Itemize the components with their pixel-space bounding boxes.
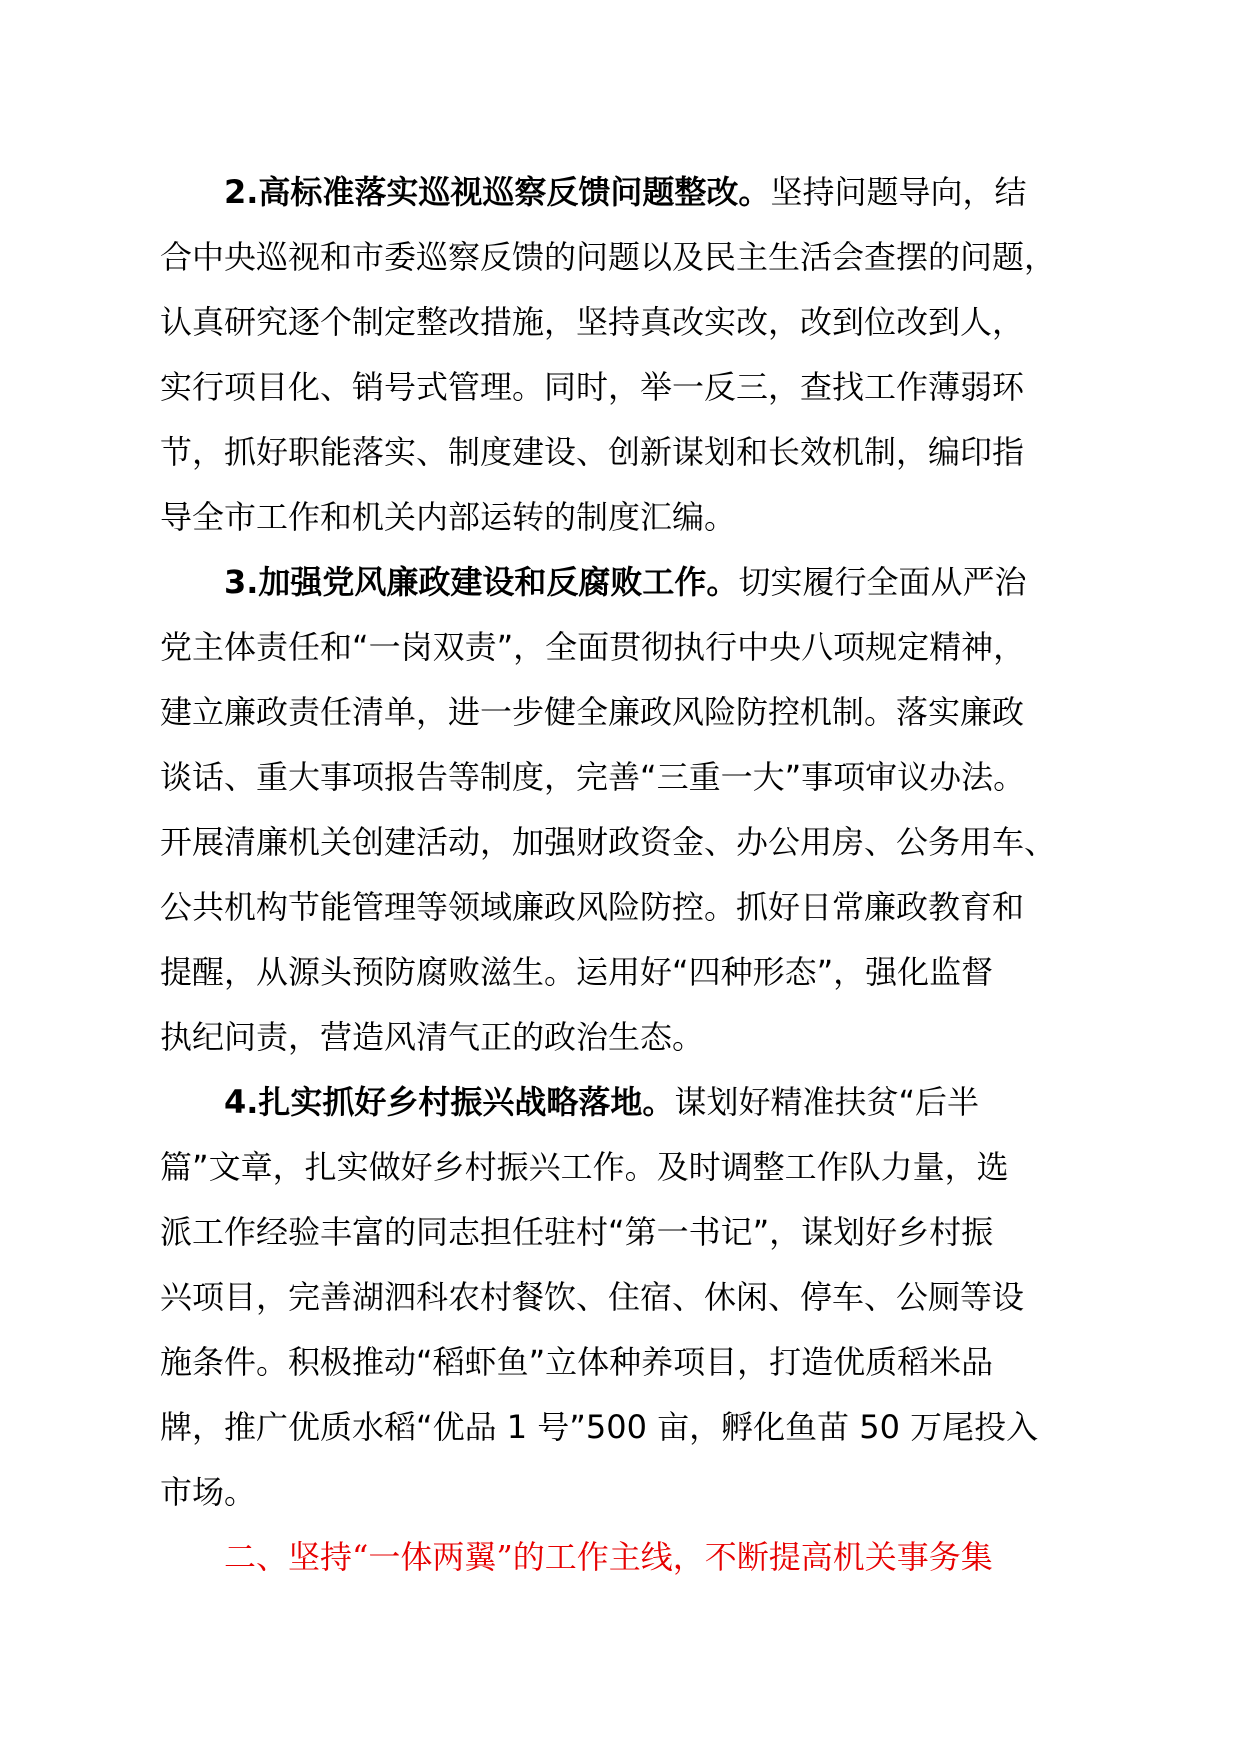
paragraph-first-line (160, 160, 1120, 225)
paragraph-line: 市场。 (160, 1473, 257, 1511)
paragraph-lead: 3.加强党风廉政建设和反腐败工作。 (224, 563, 739, 601)
paragraph-text: 谋划好精准扶贫“后半 (674, 1083, 980, 1121)
paragraph-2 (160, 160, 1120, 550)
document-page (160, 160, 1120, 1590)
paragraph-line: 实行项目化、销号式管理。同时，举一反三，查找工作薄弱环 (160, 368, 1025, 406)
paragraph-line: 认真研究逐个制定整改措施，坚持真改实改，改到位改到人， (160, 303, 1025, 341)
paragraph-line: 公共机构节能管理等领域廉政风险防控。抓好日常廉政教育和 (160, 888, 1025, 926)
paragraph-line: 谈话、重大事项报告等制度，完善“三重一大”事项审议办法。 (160, 758, 1026, 796)
paragraph-line: 建立廉政责任清单，进一步健全廉政风险防控机制。落实廉政 (160, 693, 1025, 731)
paragraph-line: 导全市工作和机关内部运转的制度汇编。 (160, 498, 737, 536)
paragraph-first-line (160, 550, 1120, 615)
paragraph-3 (160, 550, 1120, 1070)
paragraph-lead: 4.扎实抓好乡村振兴战略落地。 (224, 1083, 675, 1121)
section-heading: 二、坚持“一体两翼”的工作主线，不断提高机关事务集 (224, 1538, 993, 1576)
paragraph-4 (160, 1070, 1120, 1525)
paragraph-line: 兴项目，完善湖泗科农村餐饮、住宿、休闲、停车、公厕等设 (160, 1278, 1025, 1316)
paragraph-lead: 2.高标准落实巡视巡察反馈问题整改。 (224, 173, 771, 211)
paragraph-first-line (160, 1070, 1120, 1135)
paragraph-line: 提醒，从源头预防腐败滋生。运用好“四种形态”，强化监督 (160, 953, 994, 991)
paragraph-text: 坚持问题导向，结 (770, 173, 1027, 211)
paragraph-line: 合中央巡视和市委巡察反馈的问题以及民主生活会查摆的问题， (160, 238, 1057, 276)
paragraph-line: 牌，推广优质水稻“优品 1 号”500 亩，孵化鱼苗 50 万尾投入 (160, 1408, 1039, 1446)
paragraph-line: 党主体责任和“一岗双责”，全面贯彻执行中央八项规定精神， (160, 628, 1026, 666)
paragraph-text: 切实履行全面从严治 (738, 563, 1027, 601)
paragraph-line: 施条件。积极推动“稻虾鱼”立体种养项目，打造优质稻米品 (160, 1343, 994, 1381)
paragraph-line: 派工作经验丰富的同志担任驻村“第一书记”，谋划好乡村振 (160, 1213, 994, 1251)
paragraph-line: 节，抓好职能落实、制度建设、创新谋划和长效机制，编印指 (160, 433, 1025, 471)
paragraph-line: 开展清廉机关创建活动，加强财政资金、办公用房、公务用车、 (160, 823, 1057, 861)
paragraph-line: 执纪问责，营造风清气正的政治生态。 (160, 1018, 705, 1056)
paragraph-line: 篇”文章，扎实做好乡村振兴工作。及时调整工作队力量，选 (160, 1148, 1009, 1186)
